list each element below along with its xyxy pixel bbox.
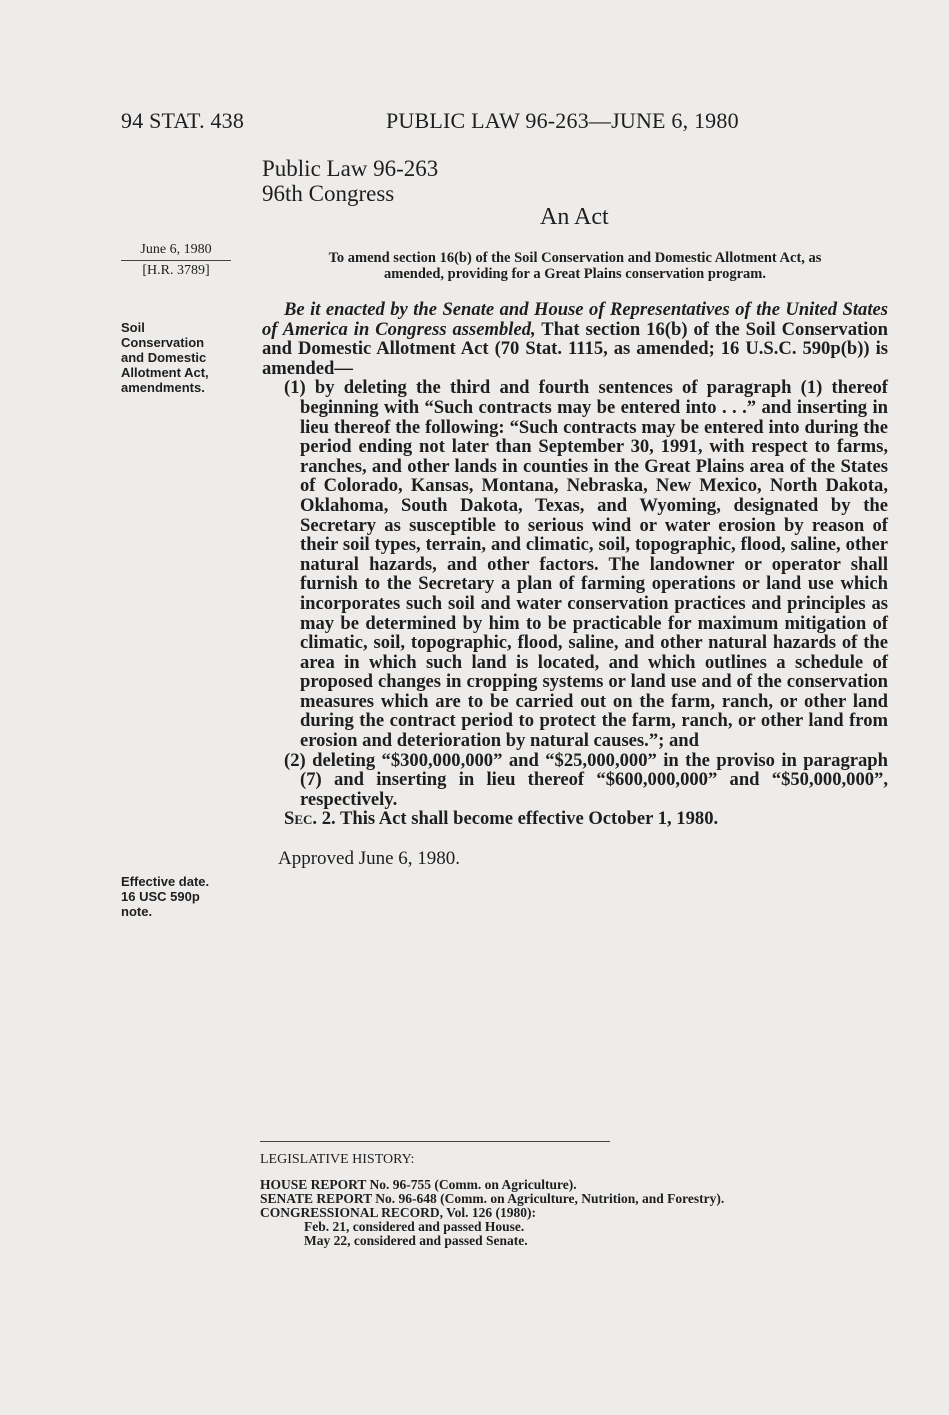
margin-topic-note: [121, 320, 209, 395]
history-line: CONGRESSIONAL RECORD, Vol. 126 (1980):: [260, 1205, 537, 1220]
congress-number: 96th Congress: [262, 181, 395, 206]
effective-line: note.: [121, 904, 153, 919]
topic-line: amendments.: [121, 380, 205, 395]
enacting-formula: Be it enacted by the Senate and House of Representatives of the United States of America in Congress assembled,: [262, 299, 888, 340]
legislative-history: [260, 1178, 890, 1248]
effective-line: Effective date.: [121, 874, 210, 889]
bill-number: [H.R. 3789]: [142, 263, 210, 278]
amendment-paragraph-2: (2) deleting “$300,000,000” and “$25,000,000” in the proviso in paragraph (7) and inserting in lieu thereof “$600,000,000” and “$50,000,000”, respectively.: [284, 749, 888, 810]
topic-line: and Domestic: [121, 350, 207, 365]
enacting-clause: [262, 300, 888, 378]
purpose-line-1: To amend section 16(b) of the Soil Conservation and Domestic Allotment Act, as: [328, 250, 822, 266]
amendment-paragraph-1: (1) by deleting the third and fourth sentences of paragraph (1) thereof beginning with “Such contracts may be entered into . . .” and inserting in lieu thereof the following: “Such contracts may be entered into during the period ending not later than September 30, 1991, with respect to farms, ranches, and other lands in counties in the Great Plains area of the States of Colorado, Kansas, Montana, Nebraska, New Mexico, North Dakota, Oklahoma, South Dakota, Texas, and Wyoming, designated by the Secretary as susceptible to serious wind or water erosion by reason of their soil types, terrain, and climatic, soil, topographic, flood, saline, other natural hazards, and other factors. The landowner or operator shall furnish to the Secretary a plan of farming operations or land use which incorporates such soil and water conservation practices and principles as may be determined by him to be practicable for maximum mitigation of climatic, soil, topographic, flood, saline, and other natural hazards of the area in which such land is located, and which outlines a schedule of proposed changes in cropping systems or land use and of the conservation measures which are to be carried out on the farm, ranch, or other land during the contract period to protect the farm, ranch, or other land from erosion and deterioration by natural causes.”; and: [284, 377, 888, 752]
approval-date: Approved June 6, 1980.: [278, 848, 461, 870]
purpose-line-2: amended, providing for a Great Plains conservation program.: [384, 266, 766, 282]
topic-line: Soil: [121, 320, 145, 335]
history-subline: Feb. 21, considered and passed House.: [304, 1219, 525, 1234]
section-2-label: Sec. 2.: [284, 808, 336, 830]
margin-effective-note: [121, 874, 209, 919]
page-citation: 94 STAT. 438: [121, 108, 245, 133]
history-subline: May 22, considered and passed Senate.: [304, 1233, 528, 1248]
history-line: SENATE REPORT No. 96-648 (Comm. on Agriculture, Nutrition, and Forestry).: [260, 1191, 725, 1206]
legislative-history-heading: LEGISLATIVE HISTORY:: [260, 1152, 415, 1167]
section-2-text: This Act shall become effective October 1, 1980.: [335, 808, 719, 830]
enactment-date: June 6, 1980: [140, 242, 212, 257]
running-title: PUBLIC LAW 96-263—JUNE 6, 1980: [386, 108, 739, 133]
section-2: [262, 809, 888, 829]
history-line: HOUSE REPORT No. 96-755 (Comm. on Agriculture).: [260, 1177, 577, 1192]
act-body: [262, 300, 888, 869]
law-number: Public Law 96-263: [262, 156, 439, 181]
act-purpose: [262, 250, 888, 282]
act-heading: An Act: [540, 204, 609, 230]
footnote-rule: [260, 1141, 610, 1142]
effective-line: 16 USC 590p: [121, 889, 200, 904]
topic-line: Conservation: [121, 335, 205, 350]
topic-line: Allotment Act,: [121, 365, 209, 380]
enacting-text: That section 16(b) of the Soil Conservation and Domestic Allotment Act (70 Stat. 1115, as amended; 16 U.S.C. 590p(b)) is amended—: [262, 318, 888, 379]
date-rule: [121, 260, 231, 261]
